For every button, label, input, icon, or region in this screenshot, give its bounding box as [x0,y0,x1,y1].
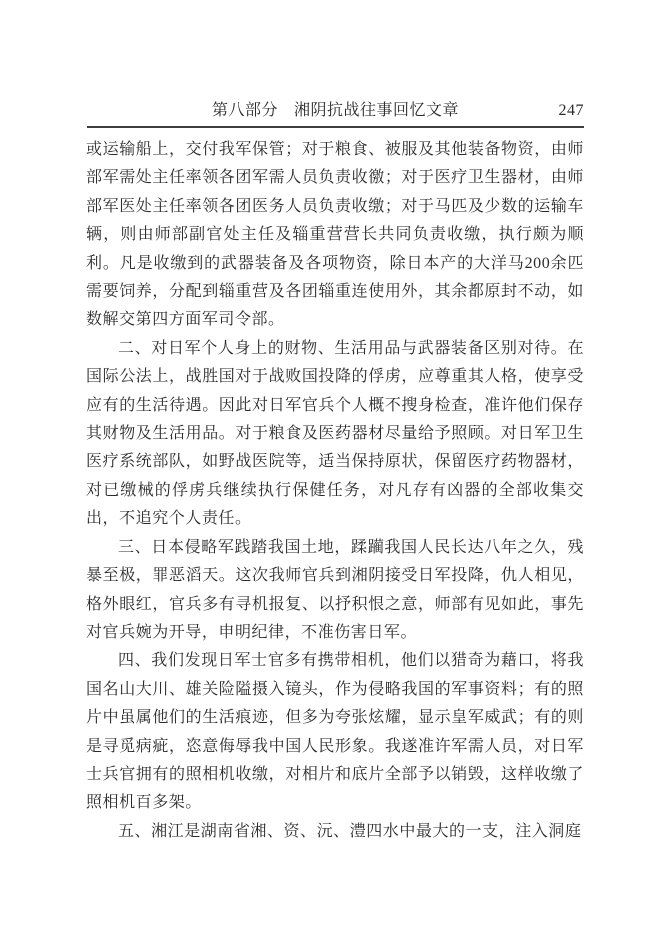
section-label: 第八部分 [211,102,278,119]
paragraph: 五、湘江是湖南省湘、资、沅、澧四水中最大的一支，注入洞庭 [118,822,582,840]
paragraph: 三、日本侵略军践踏我国土地，蹂躏我国人民长达八年之久，残暴至极，罪恶滔天。这次我师官兵到湘阴接受日军投降，仇人相见，格外眼红，官兵多有寻机报复、以抒积恨之意，师部有见如此，事先对官兵婉为开导，申明纪律，不准伤害日军。 [86,538,584,641]
running-head-title-row [87,101,584,121]
chapter-title: 湘阴抗战往事回忆文章 [294,102,460,119]
page-number: 247 [558,102,584,119]
running-head [87,101,584,128]
paragraph: 或运输船上，交付我军保管；对于粮食、被服及其他装备物资，由师部军需处主任率领各团军需人员负责收徼；对于医疗卫生器材，由师部军医处主任率领各团医务人员负责收缴；对于马匹及少数的运输车辆，则由师部副官处主任及辎重营营长共同负责收缴，执行颇为顺利。凡是收缴到的武器装备及各项物资，除日本产的大洋马200余匹需要饲养，分配到辎重营及各团辎重连使用外，其余都原封不动，如数解交第四方面军司令部。 [86,141,584,329]
paragraph: 四、我们发现日军士官多有携带相机，他们以猎奇为藉口，将我国名山大川、雄关险隘摄入镜头，作为侵略我国的军事资料；有的照片中虽属他们的生活痕迹，但多为夸张炫耀，显示皇军威武；有的则是寻觅病疵，恣意侮辱我中国人民形象。我遂准许军需人员，对日军士兵官拥有的照相机收缴，对相片和底片全部予以销毁，这样收缴了照相机百多架。 [86,652,584,812]
paragraph: 二、对日军个人身上的财物、生活用品与武器装备区别对待。在国际公法上，战胜国对于战败国投降的俘虏，应尊重其人格，使享受应有的生活待遇。因此对日军官兵个人概不搜身检查，准许他们保存其财物及生活用品。对于粮食及医药器材尽量给予照顾。对日军卫生医疗系统部队，如野战医院等，适当保持原状，保留医疗药物器材，对已缴械的俘虏兵继续执行保健任务，对凡存有凶器的全部收集交出，不追究个人责任。 [86,339,584,528]
page-body [86,136,584,846]
